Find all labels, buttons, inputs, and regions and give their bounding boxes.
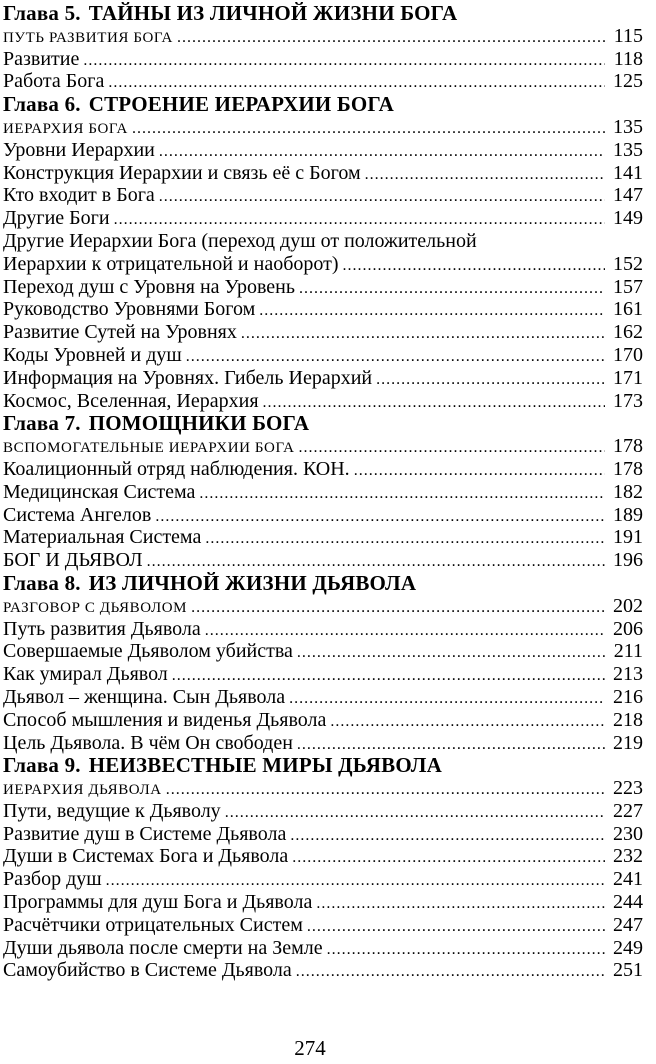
chapter-title: СТРОЕНИЕ ИЕРАРХИИ БОГА xyxy=(88,92,395,117)
entry-page-number: 189 xyxy=(613,503,643,526)
entry-page-number: 213 xyxy=(613,663,643,686)
toc-entry xyxy=(3,162,643,185)
section-heading xyxy=(3,595,643,618)
toc-entry xyxy=(3,458,643,481)
dot-leader xyxy=(297,642,605,665)
dot-leader xyxy=(365,164,605,187)
entry-page-number: 216 xyxy=(613,685,643,708)
dot-leader xyxy=(292,847,605,870)
dot-leader xyxy=(327,939,605,962)
dot-leader xyxy=(205,620,605,643)
chapter-number: Глава 7. xyxy=(3,411,81,436)
toc-entry xyxy=(3,70,643,93)
page-number: 274 xyxy=(294,1036,326,1060)
entry-page-number: 219 xyxy=(613,731,643,754)
entry-page-number: 227 xyxy=(613,799,643,822)
entry-title: Медицинская Система xyxy=(3,480,196,503)
toc-entry xyxy=(3,48,643,71)
dot-leader xyxy=(241,323,605,346)
entry-title: Разбор душ xyxy=(3,868,102,891)
chapter-number: Глава 6. xyxy=(3,92,81,117)
entry-page-number: 247 xyxy=(613,913,643,936)
dot-leader xyxy=(225,802,605,825)
dot-leader xyxy=(259,300,605,323)
entry-page-number: 249 xyxy=(613,936,643,959)
entry-page-number: 171 xyxy=(613,366,643,389)
entry-page-number: 125 xyxy=(613,70,643,93)
dot-leader xyxy=(316,893,605,916)
dot-leader xyxy=(159,141,605,164)
entry-title: Развитие душ в Системе Дьявола xyxy=(3,822,287,845)
entry-page-number: 191 xyxy=(613,526,643,549)
section-title: РАЗГОВОР С ДЬЯВОЛОМ xyxy=(3,599,188,616)
toc-entry xyxy=(3,891,643,914)
section-title: ИЕРАРХИЯ БОГА xyxy=(3,120,128,137)
toc-entry xyxy=(3,640,643,663)
toc-entry xyxy=(3,959,643,982)
entry-title: Космос, Вселенная, Иерархия xyxy=(3,389,259,412)
entry-title: Уровни Иерархии xyxy=(3,138,155,161)
entry-page-number: 149 xyxy=(613,207,643,230)
entry-title: Расчётчики отрицательных Систем xyxy=(3,913,303,936)
entry-title: Души дьявола после смерти на Земле xyxy=(3,936,323,959)
entry-page-number: 196 xyxy=(613,549,643,572)
entry-page-number: 173 xyxy=(613,389,643,412)
entry-title: Работа Бога xyxy=(3,70,105,93)
entry-page-number: 211 xyxy=(613,640,643,663)
toc-entry xyxy=(3,207,643,230)
entry-title: Другие Боги xyxy=(3,207,110,230)
toc-entry xyxy=(3,732,643,755)
entry-title: Система Ангелов xyxy=(3,503,152,526)
toc-entry xyxy=(3,663,643,686)
entry-page-number: 182 xyxy=(613,480,643,503)
entry-page-number: 251 xyxy=(613,959,643,982)
entry-title: Души в Системах Бога и Дьявола xyxy=(3,845,289,868)
dot-leader xyxy=(172,665,605,688)
toc-entry xyxy=(3,504,643,527)
entry-title: Материальная Система xyxy=(3,526,202,549)
toc-entry xyxy=(3,937,643,960)
section-title: ИЕРАРХИЯ ДЬЯВОЛА xyxy=(3,782,162,799)
section-heading xyxy=(3,777,643,800)
table-of-contents xyxy=(3,2,643,982)
dot-leader xyxy=(83,50,605,73)
chapter-heading xyxy=(3,2,643,25)
entry-title: Конструкция Иерархии и связь её с Богом xyxy=(3,161,361,184)
chapter-heading xyxy=(3,572,643,595)
section-heading xyxy=(3,116,643,139)
chapter-number: Глава 8. xyxy=(3,570,81,595)
toc-entry xyxy=(3,390,643,413)
chapter-heading xyxy=(3,93,643,116)
toc-entry xyxy=(3,868,643,891)
dot-leader xyxy=(289,688,605,711)
dot-leader xyxy=(263,392,605,415)
toc-entry xyxy=(3,298,643,321)
entry-page-number: 118 xyxy=(613,47,643,70)
entry-title: БОГ И ДЬЯВОЛ xyxy=(3,549,143,572)
entry-page-number: 244 xyxy=(613,891,643,914)
entry-page-number: 141 xyxy=(613,161,643,184)
chapter-title: ТАЙНЫ ИЗ ЛИЧНОЙ ЖИЗНИ БОГА xyxy=(88,1,458,25)
dot-leader xyxy=(205,528,605,551)
entry-page-number: 147 xyxy=(613,184,643,207)
entry-page-number: 157 xyxy=(613,275,643,298)
entry-title: Руководство Уровнями Богом xyxy=(3,298,256,321)
entry-title: Пути, ведущие к Дьяволу xyxy=(3,799,221,822)
dot-leader xyxy=(376,369,605,392)
dot-leader xyxy=(330,711,605,734)
entry-title: Развитие Сутей на Уровнях xyxy=(3,321,237,344)
entry-page-number: 161 xyxy=(613,298,643,321)
dot-leader xyxy=(132,118,605,141)
toc-entry xyxy=(3,800,643,823)
dot-leader xyxy=(191,597,605,620)
entry-title: Путь развития Дьявола xyxy=(3,617,201,640)
toc-entry-continued xyxy=(3,230,643,253)
dot-leader xyxy=(199,483,605,506)
toc-entry xyxy=(3,823,643,846)
entry-page-number: 162 xyxy=(613,321,643,344)
toc-entry xyxy=(3,845,643,868)
dot-leader xyxy=(155,506,605,529)
dot-leader xyxy=(159,186,605,209)
chapter-heading xyxy=(3,754,643,777)
section-heading xyxy=(3,435,643,458)
toc-entry xyxy=(3,618,643,641)
dot-leader xyxy=(299,278,605,301)
entry-page-number: 223 xyxy=(613,777,643,800)
dot-leader xyxy=(177,27,605,50)
toc-entry xyxy=(3,139,643,162)
section-title: ВСПОМОГАТЕЛЬНЫЕ ИЕРАРХИИ БОГА xyxy=(3,440,295,457)
dot-leader xyxy=(296,961,605,984)
entry-title: Дьявол – женщина. Сын Дьявола xyxy=(3,685,286,708)
entry-page-number: 135 xyxy=(613,138,643,161)
toc-entry xyxy=(3,526,643,549)
entry-page-number: 232 xyxy=(613,845,643,868)
toc-entry xyxy=(3,481,643,504)
chapter-title: ИЗ ЛИЧНОЙ ЖИЗНИ ДЬЯВОЛА xyxy=(88,570,417,595)
entry-page-number: 218 xyxy=(613,708,643,731)
dot-leader xyxy=(106,870,605,893)
entry-title: Другие Иерархии Бога (переход душ от положительной xyxy=(3,229,477,252)
toc-entry xyxy=(3,686,643,709)
entry-page-number: 241 xyxy=(613,868,643,891)
dot-leader xyxy=(186,346,605,369)
entry-page-number: 206 xyxy=(613,617,643,640)
toc-entry xyxy=(3,914,643,937)
entry-page-number: 230 xyxy=(613,822,643,845)
entry-page-number: 115 xyxy=(613,24,643,47)
chapter-heading xyxy=(3,412,643,435)
toc-entry xyxy=(3,253,643,276)
dot-leader xyxy=(299,437,605,460)
chapter-number: Глава 5. xyxy=(3,1,81,25)
entry-title: Кто входит в Бога xyxy=(3,184,155,207)
toc-entry xyxy=(3,344,643,367)
entry-page-number: 202 xyxy=(613,594,643,617)
dot-leader xyxy=(343,255,605,278)
toc-entry xyxy=(3,367,643,390)
chapter-number: Глава 9. xyxy=(3,753,81,778)
entry-title: Коалиционный отряд наблюдения. КОН. xyxy=(3,457,350,480)
entry-title: Как умирал Дьявол xyxy=(3,663,168,686)
section-title: ПУТЬ РАЗВИТИЯ БОГА xyxy=(3,29,173,46)
entry-title: Цель Дьявола. В чём Он свободен xyxy=(3,731,293,754)
entry-title: Совершаемые Дьяволом убийства xyxy=(3,640,293,663)
entry-page-number: 152 xyxy=(613,252,643,275)
entry-title: Коды Уровней и душ xyxy=(3,343,182,366)
entry-title: Программы для душ Бога и Дьявола xyxy=(3,891,313,914)
entry-page-number: 178 xyxy=(613,435,643,458)
entry-page-number: 178 xyxy=(613,457,643,480)
entry-title: Иерархии к отрицательной и наоборот) xyxy=(3,252,339,275)
toc-entry xyxy=(3,709,643,732)
toc-entry xyxy=(3,321,643,344)
dot-leader xyxy=(114,209,605,232)
toc-entry xyxy=(3,276,643,299)
dot-leader xyxy=(307,916,605,939)
entry-title: Развитие xyxy=(3,47,80,70)
section-heading xyxy=(3,25,643,48)
entry-title: Способ мышления и виденья Дьявола xyxy=(3,708,327,731)
chapter-title: ПОМОЩНИКИ БОГА xyxy=(88,411,310,436)
chapter-title: НЕИЗВЕСТНЫЕ МИРЫ ДЬЯВОЛА xyxy=(88,753,443,778)
dot-leader xyxy=(166,779,605,802)
toc-entry xyxy=(3,184,643,207)
entry-page-number: 135 xyxy=(613,115,643,138)
toc-entry xyxy=(3,549,643,572)
dot-leader xyxy=(354,460,605,483)
entry-title: Информация на Уровнях. Гибель Иерархий xyxy=(3,366,373,389)
entry-title: Самоубийство в Системе Дьявола xyxy=(3,959,292,982)
entry-title: Переход душ с Уровня на Уровень xyxy=(3,275,295,298)
dot-leader xyxy=(290,825,605,848)
entry-page-number: 170 xyxy=(613,343,643,366)
